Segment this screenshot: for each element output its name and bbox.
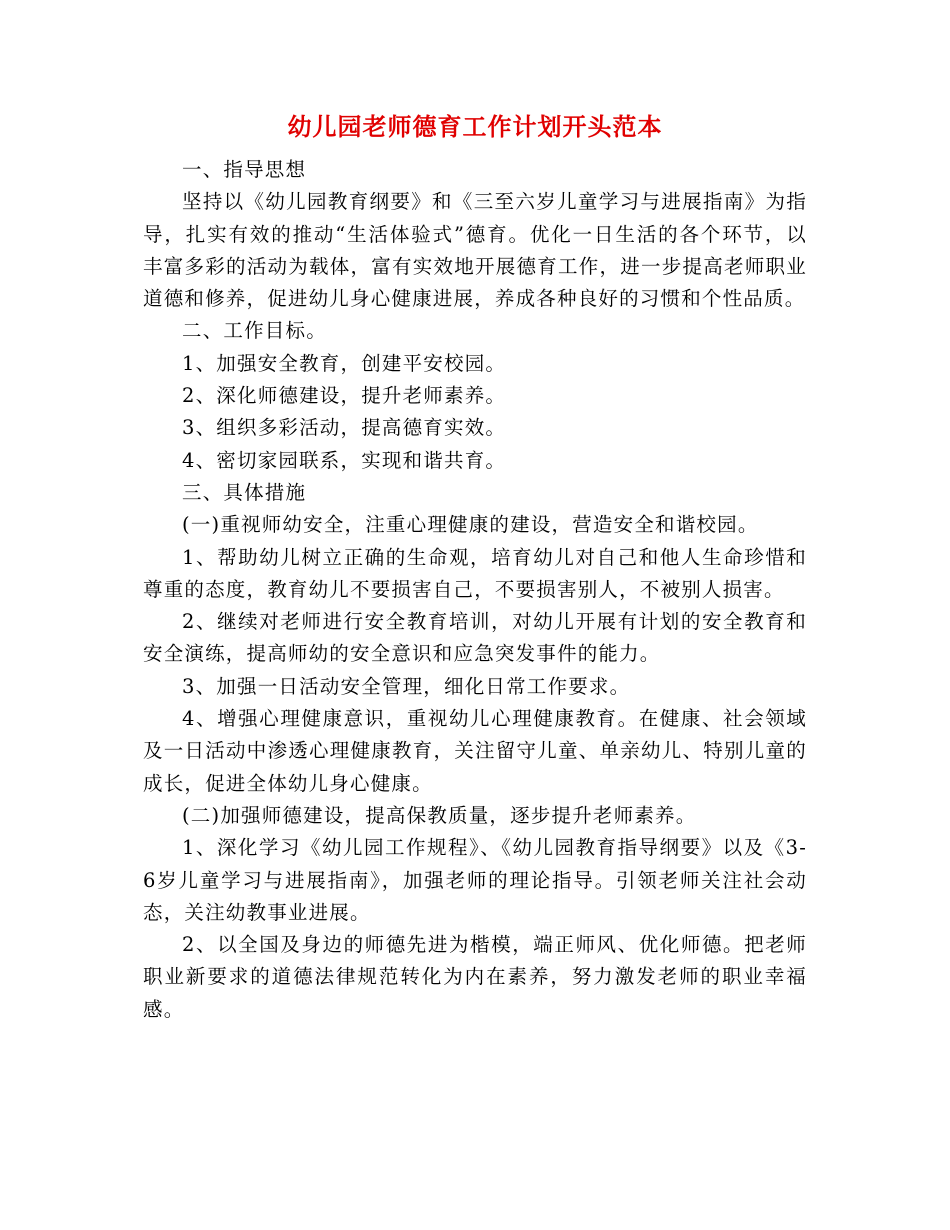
- section-heading-guiding-ideology: 一、指导思想: [182, 158, 307, 181]
- subsection-heading-safety: (一)重视师幼安全，注重心理健康的建设，营造安全和谐校园。: [182, 513, 759, 537]
- goal-item: 1、加强安全教育，创建平安校园。: [182, 351, 507, 375]
- measure-item: 3、加强一日活动安全管理，细化日常工作要求。: [182, 674, 631, 698]
- goal-item: 3、组织多彩活动，提高德育实效。: [182, 416, 507, 440]
- measure-item: 2、继续对老师进行安全教育培训，对幼儿开展有计划的安全教育和安全演练，提高师幼的安全意识和应急突发事件的能力。: [143, 610, 807, 666]
- measure-item: 2、以全国及身边的师德先进为楷模，端正师风、优化师德。把老师职业新要求的道德法律规范转化为内在素养，努力激发老师的职业幸福感。: [143, 933, 807, 1021]
- goal-item: 4、密切家园联系，实现和谐共育。: [182, 448, 507, 472]
- document-body: [143, 154, 807, 1026]
- paragraph-guiding-ideology: 坚持以《幼儿园教育纲要》和《三至六岁儿童学习与进展指南》为指导，扎实有效的推动“生活体验式”德育。优化一日生活的各个环节，以丰富多彩的活动为载体，富有实效地开展德育工作，进一步提高老师职业道德和修养，促进幼儿身心健康进展，养成各种良好的习惯和个性品质。: [143, 190, 807, 311]
- goal-item: 2、深化师德建设，提升老师素养。: [182, 384, 507, 408]
- measure-item: 1、深化学习《幼儿园工作规程》、《幼儿园教育指导纲要》以及《3-6岁儿童学习与进展指南》，加强老师的理论指导。引领老师关注社会动态，关注幼教事业进展。: [143, 836, 807, 924]
- section-heading-work-goals: 二、工作目标。: [182, 319, 327, 343]
- document-title: 幼儿园老师德育工作计划开头范本: [287, 112, 663, 141]
- measure-item: 4、增强心理健康意识，重视幼儿心理健康教育。在健康、社会领域及一日活动中渗透心理健康教育，关注留守儿童、单亲幼儿、特别儿童的成长，促进全体幼儿身心健康。: [143, 707, 807, 795]
- section-heading-measures: 三、具体措施: [182, 480, 307, 504]
- subsection-heading-teacher-ethics: (二)加强师德建设，提高保教质量，逐步提升老师素养。: [182, 803, 697, 827]
- measure-item: 1、帮助幼儿树立正确的生命观，培育幼儿对自己和他人生命珍惜和尊重的态度，教育幼儿不要损害自己，不要损害别人，不被别人损害。: [143, 545, 807, 601]
